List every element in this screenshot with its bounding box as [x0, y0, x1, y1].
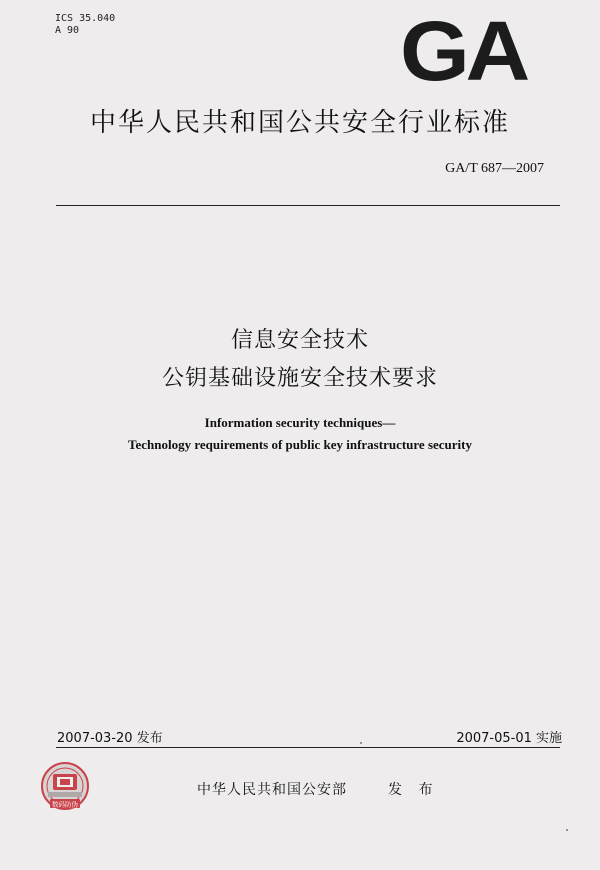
title-english-line1: Information security techniques— — [204, 415, 396, 430]
title-english-line2: Technology requirements of public key infrastructure security — [127, 437, 472, 452]
header-divider — [56, 205, 560, 206]
standard-code: GA/T 687—2007 — [445, 161, 544, 176]
footer-divider — [56, 747, 560, 748]
ga-logo-text: GA — [400, 14, 528, 86]
title-chinese-line2: 公钥基础设施安全技术要求 — [161, 366, 438, 391]
speck — [360, 742, 362, 744]
title-chinese-line1: 信息安全技术 — [230, 328, 369, 353]
ics-code: ICS 35.040 — [55, 13, 116, 24]
ga-logo — [398, 14, 528, 86]
seal-caption: 数码防伪 — [52, 800, 78, 809]
classification-codes — [55, 13, 115, 37]
implementation-date: 2007-05-01 实施 — [456, 731, 562, 746]
speck — [566, 829, 568, 831]
publisher-name: 中华人民共和国公安部 — [197, 782, 347, 798]
publish-label: 发 布 — [388, 782, 439, 798]
standard-category-title: 中华人民共和国公共安全行业标准 — [89, 108, 510, 138]
issue-date: 2007-03-20 发布 — [57, 731, 163, 746]
anti-counterfeit-seal-icon — [40, 760, 90, 816]
ccs-code: A 90 — [55, 25, 80, 36]
